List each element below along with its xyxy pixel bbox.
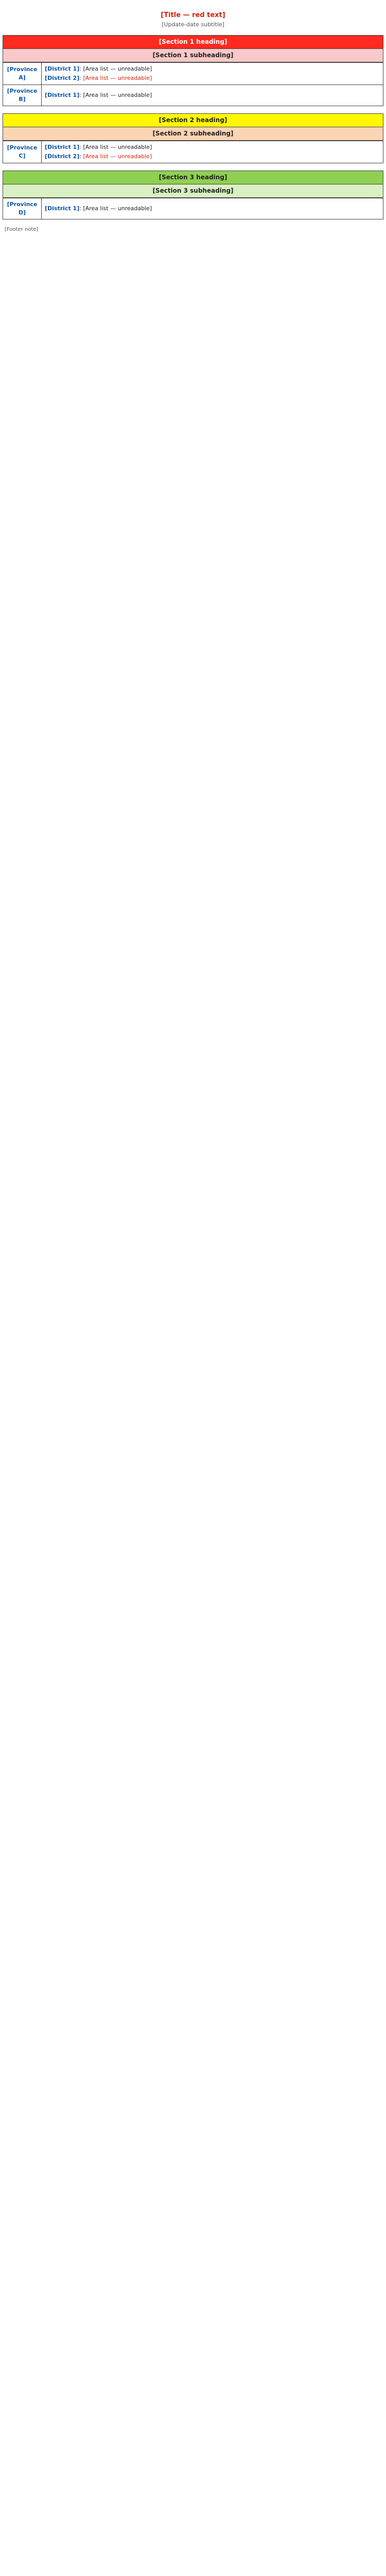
district-detail: [Area list — unreadable]: [83, 75, 152, 81]
district-detail: [Area list — unreadable]: [83, 153, 152, 160]
table-row: [3, 85, 383, 106]
table-row: [3, 141, 383, 163]
list-item: [District 2]: [Area list — unreadable]: [45, 153, 152, 160]
list-item: [District 1]: [Area list — unreadable]: [45, 92, 152, 98]
section-subheading: [Section 1 subheading]: [3, 49, 383, 62]
list-item: [District 1]: [Area list — unreadable]: [45, 65, 152, 72]
district-detail: [Area list — unreadable]: [83, 65, 152, 72]
province-name: [Province D]: [3, 198, 42, 219]
table-row: [3, 63, 383, 85]
district-name: [District 1]: [45, 205, 80, 212]
page-title: [Title — red text]: [161, 11, 225, 19]
district-list: [42, 85, 383, 106]
table-row: [3, 198, 383, 219]
section-subheading: [Section 3 subheading]: [3, 184, 383, 198]
document: [3, 0, 383, 232]
list-item: [District 2]: [Area list — unreadable]: [45, 75, 152, 81]
district-list: [42, 63, 383, 85]
update-date: [Update-date subtitle]: [162, 21, 224, 28]
province-name: [Province B]: [3, 85, 42, 106]
district-detail: [Area list — unreadable]: [83, 205, 152, 212]
district-list: [42, 198, 383, 219]
district-detail: [Area list — unreadable]: [83, 92, 152, 98]
section-subheading: [Section 2 subheading]: [3, 127, 383, 141]
district-name: [District 2]: [45, 153, 80, 160]
district-name: [District 1]: [45, 144, 80, 150]
footer-note: [Footer note]: [5, 227, 39, 232]
sections-container: [3, 35, 383, 219]
district-name: [District 2]: [45, 75, 80, 81]
district-name: [District 1]: [45, 92, 80, 98]
district-name: [District 1]: [45, 65, 80, 72]
region-table: [3, 198, 383, 219]
section-heading: [Section 2 heading]: [3, 113, 383, 127]
region-table: [3, 141, 383, 163]
district-detail: [Area list — unreadable]: [83, 144, 152, 150]
province-name: [Province A]: [3, 63, 42, 85]
district-list: [42, 141, 383, 163]
list-item: [District 1]: [Area list — unreadable]: [45, 205, 152, 212]
region-table: [3, 62, 383, 106]
section-heading: [Section 3 heading]: [3, 171, 383, 184]
section-heading: [Section 1 heading]: [3, 35, 383, 49]
list-item: [District 1]: [Area list — unreadable]: [45, 144, 152, 150]
province-name: [Province C]: [3, 141, 42, 163]
